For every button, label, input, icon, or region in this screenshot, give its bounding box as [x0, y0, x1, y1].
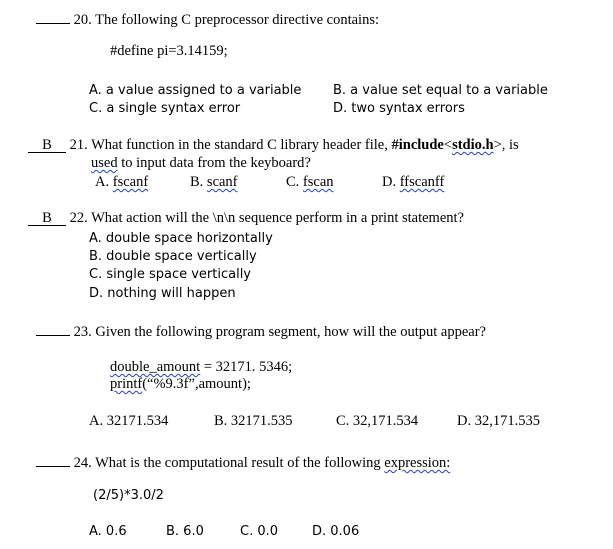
answer-blank-20[interactable]: [36, 9, 70, 24]
code-rest: = 32171. 5346;: [203, 359, 293, 375]
code-function: printf: [110, 376, 143, 392]
include-lt: <: [443, 137, 453, 153]
option-d: D. nothing will happen: [89, 286, 236, 301]
option-c: C. 32,171.534: [336, 413, 419, 429]
answer-blank-23[interactable]: [36, 321, 70, 336]
question-21-stem: [28, 137, 519, 154]
option-c: C. a single syntax error: [89, 101, 241, 116]
include-keyword: #include: [391, 137, 444, 153]
option-b: B. double space vertically: [89, 249, 257, 264]
option-d: D. 32,171.535: [457, 413, 540, 429]
code-identifier: double_amount: [110, 359, 201, 375]
option-a: A. double space horizontally: [89, 231, 273, 246]
question-number: 22.: [69, 210, 88, 226]
word-expression: expression:: [384, 455, 451, 471]
code-rest: (“%9.3f”,amount);: [142, 376, 251, 392]
question-text: Given the following program segment, how will the output appear?: [95, 324, 486, 340]
question-number: 21.: [69, 137, 88, 153]
code-line: #define pi=3.14159;: [110, 43, 228, 59]
question-24-stem: [36, 452, 450, 472]
expression: (2/5)*3.0/2: [93, 488, 164, 503]
option-letter: A.: [95, 174, 110, 190]
option-c: C. 0.0: [240, 524, 279, 539]
code-line-2: [110, 376, 251, 393]
question-number: 20.: [73, 12, 92, 28]
question-text: What action will the \n\n sequence perform in a print statement?: [91, 210, 464, 226]
question-number: 23.: [73, 324, 92, 340]
question-text: The following C preprocessor directive contains:: [95, 12, 380, 28]
option-d: D. two syntax errors: [333, 101, 465, 116]
question-text: What is the computational result of the following: [95, 455, 381, 471]
question-23-stem: [36, 321, 486, 341]
question-text-line2: to input data from the keyboard?: [121, 155, 311, 171]
option-a: A. 32171.534: [89, 413, 169, 429]
option-letter: B.: [190, 174, 204, 190]
answer-blank-24[interactable]: [36, 452, 70, 467]
option-value: scanf: [206, 174, 238, 190]
option-a: A. 0.6: [89, 524, 127, 539]
option-c: C. single space vertically: [89, 267, 252, 282]
question-20-stem: [36, 9, 379, 29]
code-line-1: [110, 359, 292, 376]
option-b: B. 6.0: [166, 524, 204, 539]
option-a: A. a value assigned to a variable: [89, 83, 302, 98]
question-text: What function in the standard C library header file,: [91, 137, 388, 153]
include-file: stdio.h: [452, 137, 494, 153]
option-a: [95, 174, 148, 191]
word-used: used: [91, 155, 118, 171]
question-text-end: , is: [501, 137, 519, 153]
option-b: B. 32171.535: [214, 413, 293, 429]
option-b: [190, 174, 238, 191]
option-value: ffscanff: [399, 174, 445, 190]
question-21-line2: [91, 155, 311, 172]
option-letter: C.: [286, 174, 300, 190]
option-d: D. 0.06: [312, 524, 360, 539]
question-22-stem: [28, 210, 464, 227]
option-value: fscan: [302, 174, 334, 190]
answer-blank-22[interactable]: B: [28, 211, 66, 226]
option-b: B. a value set equal to a variable: [333, 83, 548, 98]
question-number: 24.: [73, 455, 92, 471]
option-d: [382, 174, 444, 191]
option-letter: D.: [382, 174, 397, 190]
option-value: fscanf: [112, 174, 149, 190]
answer-blank-21[interactable]: B: [28, 138, 66, 153]
option-c: [286, 174, 334, 191]
include-gt: >: [493, 137, 502, 153]
